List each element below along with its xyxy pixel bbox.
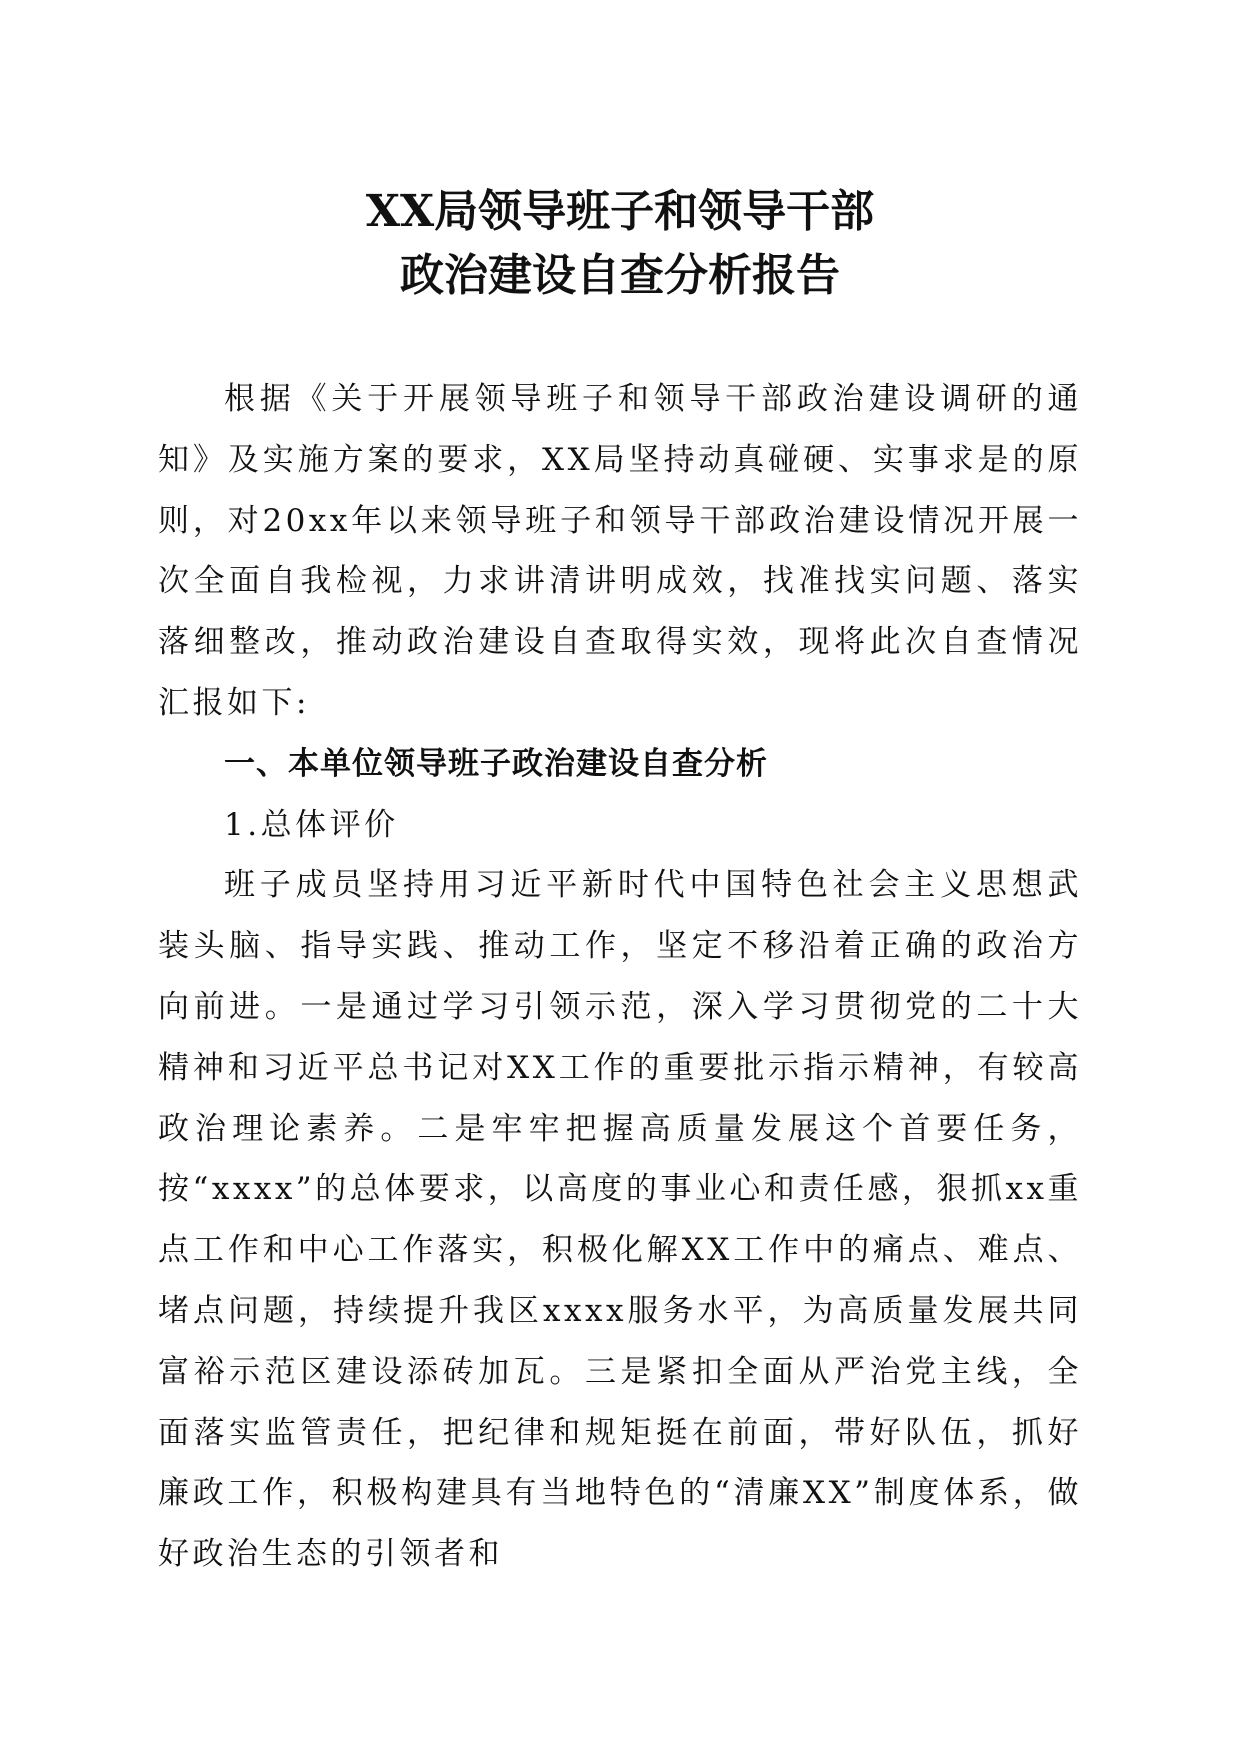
title-line-1: XX局领导班子和领导干部 xyxy=(365,186,875,237)
document-title xyxy=(0,180,1240,308)
title-line-2: 政治建设自查分析报告 xyxy=(400,250,840,301)
body-paragraph: 班子成员坚持用习近平新时代中国特色社会主义思想武装头脑、指导实践、推动工作，坚定不移沿着正确的政治方向前进。一是通过学习引领示范，深入学习贯彻党的二十大精神和习近平总书记对XX工作的重要批示指示精神，有较高政治理论素养。二是牢牢把握高质量发展这个首要任务，按“xxxx”的总体要求，以高度的事业心和责任感，狠抓xx重点工作和中心工作落实，积极化解XX工作中的痛点、难点、堵点问题，持续提升我区xxxx服务水平，为高质量发展共同富裕示范区建设添砖加瓦。三是紧扣全面从严治党主线，全面落实监管责任，把纪律和规矩挺在前面，带好队伍，抓好廉政工作，积极构建具有当地特色的“清廉XX”制度体系，做好政治生态的引领者和 xyxy=(158,867,1082,1573)
section-heading: 一、本单位领导班子政治建设自查分析 xyxy=(224,745,768,782)
document-body xyxy=(158,369,1082,1585)
intro-paragraph: 根据《关于开展领导班子和领导干部政治建设调研的通知》及实施方案的要求，XX局坚持动真碰硬、实事求是的原则，对20xx年以来领导班子和领导干部政治建设情况开展一次全面自我检视，力求讲清讲明成效，找准找实问题、落实落细整改，推动政治建设自查取得实效，现将此次自查情况汇报如下: xyxy=(158,381,1082,721)
subsection-heading: 1.总体评价 xyxy=(224,806,399,843)
